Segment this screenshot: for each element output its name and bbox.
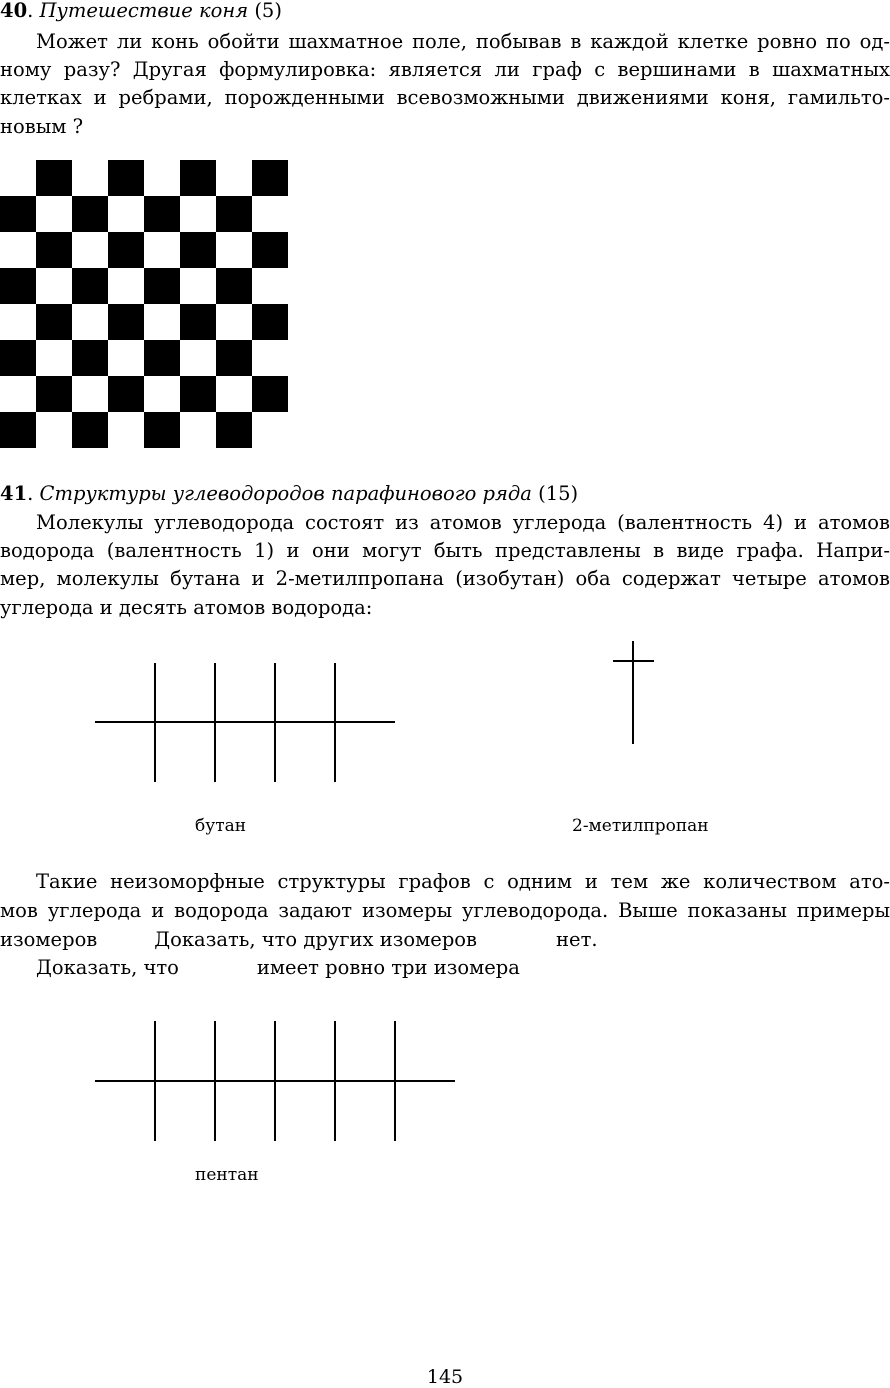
problem-40-points: (5) (254, 0, 282, 22)
butane-caption: бутан (195, 816, 247, 836)
isomers-line-1: Такие неизоморфные структуры графов с одним и тем же количеством ато- (36, 870, 890, 893)
pentane-caption: пентан (195, 1165, 259, 1185)
pentane-graph (95, 1021, 455, 1141)
methylpropane-graph (613, 641, 654, 744)
isomers-line-4-a: Доказать, что (36, 956, 179, 979)
problem-41-line-3: мер, молекулы бутана и 2-метилпропана (изобутан) оба содержат четыре атомов (0, 567, 890, 590)
problem-41-number: 41 (0, 482, 28, 505)
problem-40-title: Путешествие коня (39, 0, 249, 22)
problem-41-heading: 41. Структуры углеводородов парафинового ряда (15) (0, 482, 579, 505)
page-number: 145 (426, 1366, 464, 1388)
problem-40-line-4: новым ? (0, 115, 84, 138)
problem-41-points: (15) (538, 482, 579, 505)
problem-40-line-2: ному разу? Другая формулировка: является ли граф с вершинами в шахматных (0, 58, 890, 81)
isomers-line-4-b: имеет ровно три изомера (256, 956, 520, 979)
methylpropane-caption: 2-метилпропан (572, 816, 709, 836)
problem-41-title: Структуры углеводородов парафинового ряда (39, 482, 532, 505)
isomers-line-4 (36, 954, 890, 982)
problem-40-number: 40 (0, 0, 28, 22)
isomers-line-3 (0, 926, 890, 954)
problem-41-line-1: Молекулы углеводорода состоят из атомов углерода (валентность 4) и атомов (36, 511, 890, 534)
butane-graph (95, 663, 395, 782)
isomers-line-2: мов углерода и водорода задают изомеры углеводорода. Выше показаны примеры (0, 899, 890, 922)
problem-40-heading: 40. Путешествие коня (5) (0, 0, 282, 22)
problem-40-line-1: Может ли конь обойти шахматное поле, побывав в каждой клетке ровно по од- (36, 30, 890, 53)
problem-41-line-4: углерода и десять атомов водорода: (0, 596, 373, 619)
isomers-line-3-c: нет. (556, 928, 598, 951)
problem-40-line-3: клетках и ребрами, порожденными всевозможными движениями коня, гамильто- (0, 86, 890, 109)
isomers-line-3-a: изомеров (0, 928, 98, 951)
isomers-line-3-b: Доказать, что других изомеров (154, 928, 478, 951)
problem-41-line-2: водорода (валентность 1) и они могут быть представлены в виде графа. Напри- (0, 539, 890, 562)
